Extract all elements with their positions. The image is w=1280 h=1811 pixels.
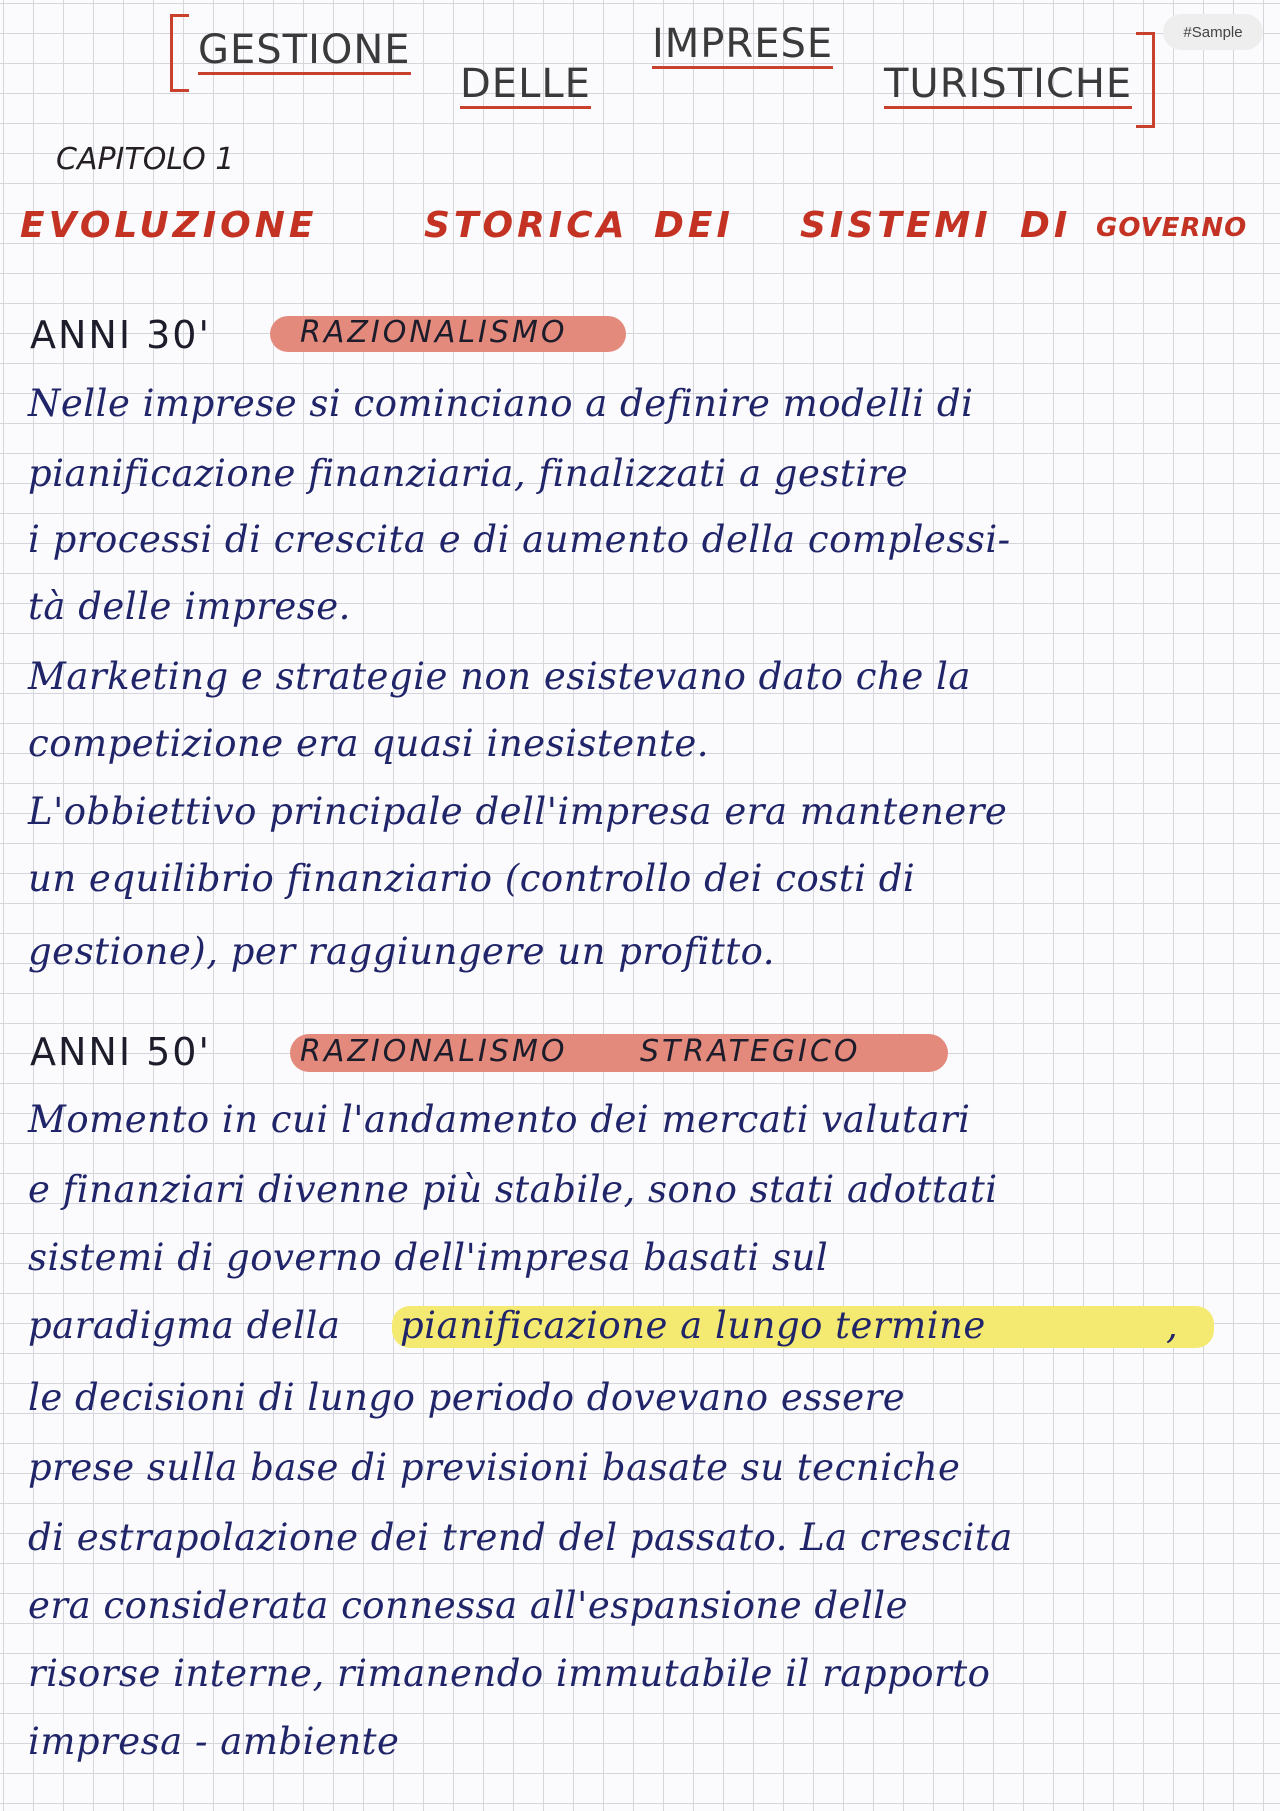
section2-tag: RAZIONALISMO STRATEGICO: [300, 1034, 861, 1069]
heading-word-6: GOVERNO: [1096, 213, 1248, 243]
heading-word-4: SISTEMI: [800, 205, 992, 246]
section2-line-9: risorse interne, rimanendo immutabile il rapporto: [28, 1652, 991, 1695]
section2-line-2: e finanziari divenne più stabile, sono stati adottati: [28, 1168, 998, 1211]
heading-word-1: EVOLUZIONE: [20, 205, 318, 246]
heading-word-5: DI: [1020, 205, 1072, 246]
section1-line-2: pianificazione finanziaria, finalizzati a gestire: [28, 452, 909, 495]
section2-line-1: Momento in cui l'andamento dei mercati valutari: [28, 1098, 971, 1141]
title-word-turistiche: TURISTICHE: [884, 61, 1133, 107]
section2-line-6: prese sulla base di previsioni basate su tecniche: [28, 1446, 961, 1489]
section2-line-4-comma: ,: [1166, 1304, 1179, 1347]
title-word-delle: DELLE: [460, 61, 591, 107]
section1-tag: RAZIONALISMO: [300, 315, 568, 350]
section2-line-8: era considerata connessa all'espansione delle: [28, 1584, 909, 1627]
section1-year: ANNI 30': [30, 313, 211, 357]
chapter-label: CAPITOLO 1: [56, 142, 235, 177]
section2-line-7: di estrapolazione dei trend del passato. La crescita: [28, 1516, 1013, 1559]
sample-badge: #Sample: [1163, 14, 1263, 50]
section1-line-1: Nelle imprese si cominciano a definire modelli di: [28, 382, 974, 425]
section2-line-3: sistemi di governo dell'impresa basati sul: [28, 1236, 829, 1279]
title-word-imprese: IMPRESE: [652, 21, 834, 67]
section1-line-8: un equilibrio finanziario (controllo dei costi di: [28, 857, 916, 900]
title-word-gestione: GESTIONE: [198, 27, 411, 73]
section1-line-6: competizione era quasi inesistente.: [28, 722, 710, 765]
heading-word-2: STORICA: [424, 205, 629, 246]
title-frame-left: [170, 14, 189, 92]
section2-line-10: impresa - ambiente: [28, 1720, 400, 1763]
section1-line-3: i processi di crescita e di aumento della complessi-: [28, 518, 1011, 561]
title-frame-right: [1136, 32, 1155, 128]
section1-line-4: tà delle imprese.: [28, 585, 351, 628]
highlighted-phrase: pianificazione a lungo termine: [400, 1304, 986, 1347]
section1-line-7: L'obbiettivo principale dell'impresa era mantenere: [28, 790, 1008, 833]
section2-year: ANNI 50': [30, 1030, 211, 1074]
heading-word-3: DEI: [654, 205, 734, 246]
section1-line-9: gestione), per raggiungere un profitto.: [28, 930, 776, 973]
section2-line-4: paradigma della: [28, 1304, 341, 1347]
section2-line-5: le decisioni di lungo periodo dovevano essere: [28, 1376, 906, 1419]
section1-line-5: Marketing e strategie non esistevano dato che la: [28, 655, 971, 698]
